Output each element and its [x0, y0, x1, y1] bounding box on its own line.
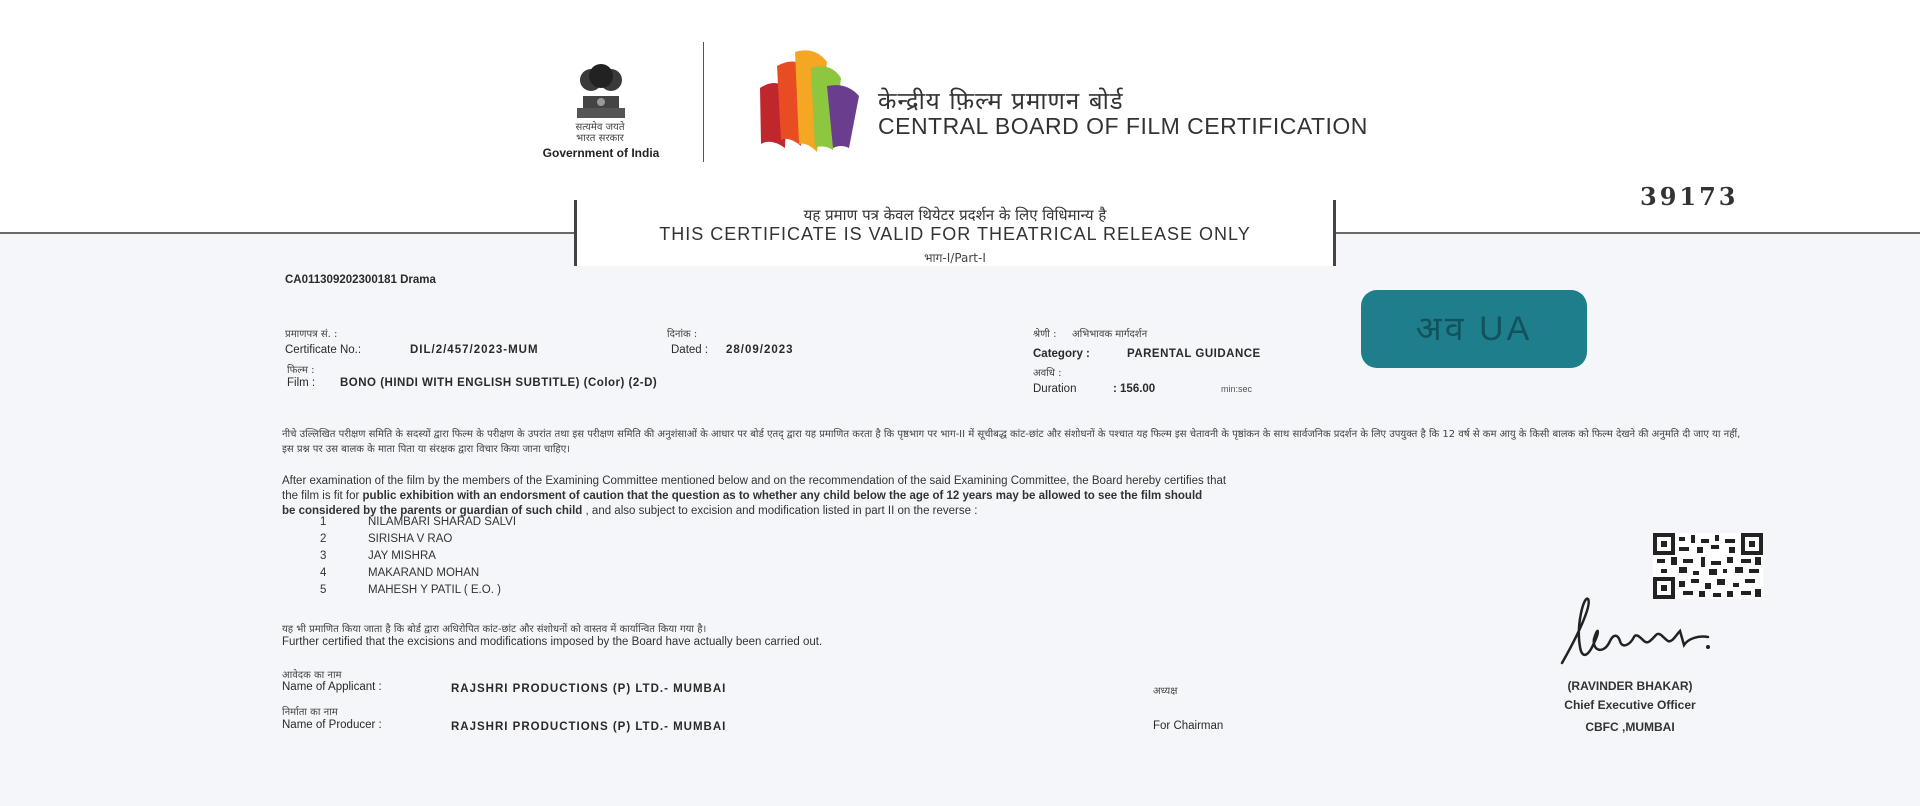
file-reference: CA011309202300181 Drama [285, 274, 436, 286]
category-hindi-value: अभिभावक मार्गदर्शन [1072, 329, 1148, 340]
dated-label: Dated : [671, 344, 709, 356]
producer-hindi: निर्माता का नाम [282, 707, 338, 718]
header-divider [703, 42, 704, 162]
emblem-caption: सत्यमेव जयते भारत सरकार [575, 122, 625, 144]
cert-no-value: DIL/2/457/2023-MUM [410, 344, 539, 356]
certificate-serial-number: 39173 [1640, 182, 1739, 211]
signatory-office: CBFC ,MUMBAI [1585, 720, 1675, 734]
certification-english-paragraph: After examination of the film by the members of the Examining Committee mentioned below and on the recommendation of the said Examining Committee, the Board hereby certifies that the film is fit for public exhibition with an endorsment of caution that the question as to whether any child below the age of 12 years may be allowed to see the film should be considered by the parents or guardian of such child , and also subject to excision and modification listed in part II on the reverse : [282, 475, 1227, 517]
duration-hindi: अवधि : [1033, 368, 1062, 379]
film-hindi: फिल्म : [287, 365, 315, 376]
duration-value: : 156.00 [1113, 383, 1156, 395]
further-certified-english: Further certified that the excisions and modifications imposed by the Board have actually been carried out. [282, 636, 823, 648]
producer-value: RAJSHRI PRODUCTIONS (P) LTD.- MUMBAI [451, 721, 727, 733]
dated-hindi: दिनांक : [667, 329, 698, 340]
ua-rating-badge: अव UA [1361, 290, 1587, 368]
film-value: BONO (HINDI WITH ENGLISH SUBTITLE) (Color) (2-D) [340, 377, 658, 389]
applicant-hindi: आवेदक का नाम [282, 670, 342, 681]
validity-part: भाग-I/Part-I [924, 251, 986, 265]
cbfc-logo-icon [755, 48, 865, 156]
ashoka-emblem-icon [565, 56, 637, 126]
validity-english: THIS CERTIFICATE IS VALID FOR THEATRICAL RELEASE ONLY [659, 224, 1251, 244]
signatory-name: (RAVINDER BHAKAR) [1567, 679, 1693, 693]
for-chairman-label: For Chairman [1153, 720, 1224, 732]
signature-icon [1548, 595, 1718, 675]
film-label: Film : [287, 377, 316, 389]
applicant-label: Name of Applicant : [282, 681, 382, 693]
category-label: Category : [1033, 348, 1090, 360]
producer-label: Name of Producer : [282, 719, 382, 731]
signatory-title: Chief Executive Officer [1564, 698, 1696, 712]
duration-unit: min:sec [1221, 384, 1253, 394]
further-certified-hindi: यह भी प्रमाणित किया जाता है कि बोर्ड द्वारा अधिरोपित कांट-छांट और संशोधनों को वास्तव में कार्यान्वित किया गया है। [282, 624, 707, 635]
government-label: Government of India [542, 146, 660, 160]
cert-no-hindi: प्रमाणपत्र सं. : [285, 329, 338, 340]
qr-code-icon [1653, 533, 1763, 599]
dated-value: 28/09/2023 [726, 344, 794, 356]
category-value: PARENTAL GUIDANCE [1127, 348, 1261, 360]
validity-hindi: यह प्रमाण पत्र केवल थियेटर प्रदर्शन के लिए विधिमान्य है [803, 206, 1107, 224]
duration-label: Duration [1033, 383, 1077, 395]
board-name-hindi: केन्द्रीय फ़िल्म प्रमाणन बोर्ड [878, 87, 1124, 115]
chairman-hindi: अध्यक्ष [1153, 686, 1178, 697]
cert-no-label: Certificate No.: [285, 344, 362, 356]
applicant-value: RAJSHRI PRODUCTIONS (P) LTD.- MUMBAI [451, 683, 727, 695]
board-name-english: CENTRAL BOARD OF FILM CERTIFICATION [878, 113, 1368, 139]
certification-hindi-paragraph: नीचे उल्लिखित परीक्षण समिति के सदस्यों द्वारा फिल्म के परीक्षण के उपरांत तथा इस परीक्षण समिति की अनुशंसाओं के आधार पर बोर्ड एतद् द्वारा यह प्रमाणित करता है कि पृष्ठभाग पर भाग-II में सूचीबद्ध कांट-छांट और संशोधनों के पश्चात यह फिल्म इस चेतावनी के पृष्ठांकन के साथ सार्वजनिक प्रदर्शन के लिए उपयुक्त है कि 12 वर्ष से कम आयु के किसी बालक को फिल्म देखने की अनुमति दी जाए या नहीं, इस प्रश्न पर उस बालक के माता पिता या संरक्षक द्वारा विचार किया जाना चाहिए। [282, 429, 1741, 455]
category-hindi: श्रेणी : [1033, 329, 1057, 340]
